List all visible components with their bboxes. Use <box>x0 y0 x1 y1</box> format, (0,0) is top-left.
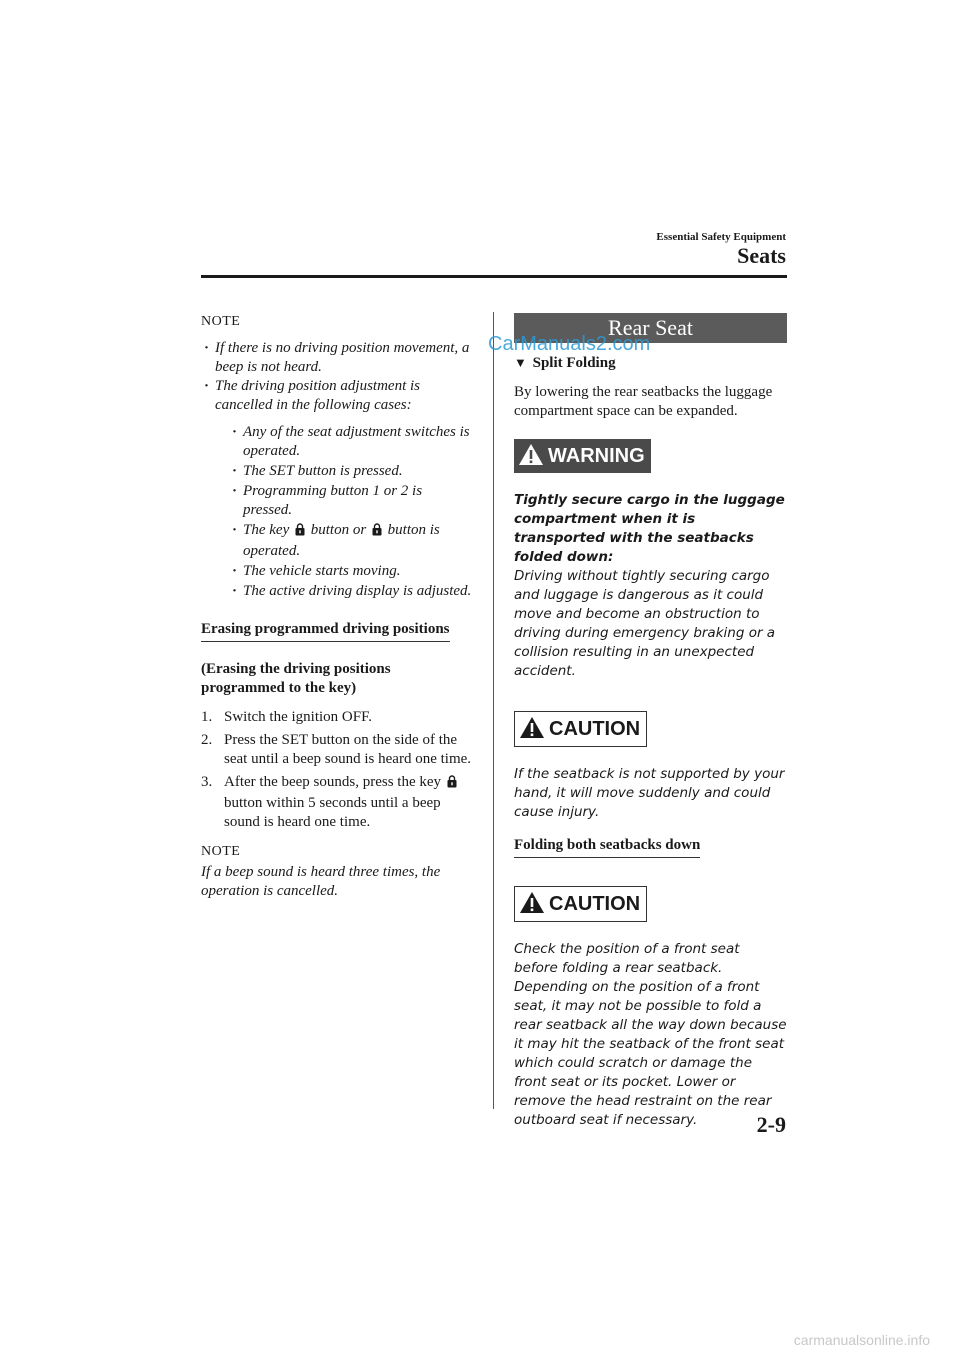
warning-badge <box>514 439 651 473</box>
step-item <box>201 731 473 769</box>
caution-text: Check the position of a front seat before folding a rear seatback. Depending on the position of a front seat, it may not be possible to fold a rear seatback all the way down because it may hit the seatback of the front seat which could scratch or damage the front seat or its pocket. Lower or remove the head restraint on the rear outboard seat if necessary. <box>514 941 787 1128</box>
cancel-case: · The SET button is pressed. <box>229 462 473 481</box>
right-column <box>514 313 787 1130</box>
key-case-prefix: The key <box>243 522 290 538</box>
caution-badge <box>514 711 647 747</box>
step-number: 1. <box>201 709 213 725</box>
erase-subheading: (Erasing the driving positions programmed to the key) <box>201 661 391 696</box>
key-case-middle: button or <box>310 522 367 538</box>
warning-label: WARNING <box>548 445 645 467</box>
key-case-suffix: button is operated. <box>243 522 440 559</box>
step-text: Press the SET button on the side of the seat until a beep sound is heard one time. <box>224 732 472 767</box>
erase-steps <box>201 708 473 832</box>
warning-bold-text: Tightly secure cargo in the luggage compartment when it is transported with the seatbacks folded down: <box>514 492 785 565</box>
column-divider <box>493 312 494 1109</box>
caution-label: CAUTION <box>549 893 641 915</box>
note-label: NOTE <box>201 314 241 329</box>
note-label: NOTE <box>201 844 241 859</box>
triangle-down-icon: ▼ <box>514 355 527 370</box>
split-folding-heading <box>514 353 787 373</box>
caution-block <box>514 711 787 822</box>
header-section-label: Essential Safety Equipment <box>656 231 786 243</box>
watermark-logo: CarManuals2.com <box>488 333 651 355</box>
warning-icon <box>518 443 544 466</box>
cancel-case: · The vehicle starts moving. <box>229 562 473 581</box>
cancel-case-key <box>229 521 473 561</box>
warning-body-text: Driving without tightly securing cargo and luggage is dangerous as it could move and become an obstruction to driving during emergency braking or a collision resulting in an unexpected accident. <box>514 568 776 679</box>
caution-text: If the seatback is not supported by your hand, it will move suddenly and could cause injury. <box>514 766 785 820</box>
cancel-case: · The active driving display is adjusted. <box>229 582 473 601</box>
step-text-suffix: button within 5 seconds until a beep sound is heard one time. <box>224 795 441 830</box>
lock-icon <box>447 775 457 794</box>
split-folding-title: Split Folding <box>532 355 616 371</box>
caution-block <box>514 886 787 1130</box>
unlock-icon <box>372 523 382 542</box>
step-number: 3. <box>201 774 213 790</box>
page-title: Seats <box>737 243 786 268</box>
warning-block <box>514 439 787 681</box>
note-item-text: The driving position adjustment is cancelled in the following cases: <box>215 378 421 413</box>
step-number: 2. <box>201 732 213 748</box>
caution-label: CAUTION <box>549 718 641 740</box>
section-banner: Rear Seat <box>514 313 787 343</box>
note-item <box>201 377 473 601</box>
header-rule <box>201 275 787 278</box>
erase-heading: Erasing programmed driving positions <box>201 620 450 642</box>
note-list <box>201 339 473 601</box>
warning-text <box>514 491 787 681</box>
caution-icon <box>519 891 545 914</box>
caution-badge <box>514 886 647 922</box>
cancel-case: · Any of the seat adjustment switches is operated. <box>229 423 473 461</box>
watermark-site: carmanualsonline.info <box>793 1332 930 1348</box>
note-item: · If there is no driving position movement, a beep is not heard. <box>201 339 473 377</box>
step-text-prefix: After the beep sounds, press the key <box>224 774 442 790</box>
cancel-case: · Programming button 1 or 2 is pressed. <box>229 482 473 520</box>
left-column <box>201 312 473 901</box>
split-folding-text: By lowering the rear seatbacks the luggage compartment space can be expanded. <box>514 384 773 419</box>
step-item <box>201 773 473 832</box>
cancel-case-list <box>229 423 473 601</box>
note-text: If a beep sound is heard three times, the operation is cancelled. <box>201 864 441 899</box>
page-number: 2-9 <box>756 1112 786 1137</box>
folding-heading: Folding both seatbacks down <box>514 836 700 858</box>
step-item <box>201 708 473 727</box>
caution-icon <box>519 716 545 739</box>
step-text: Switch the ignition OFF. <box>224 709 372 725</box>
lock-icon <box>295 523 305 542</box>
